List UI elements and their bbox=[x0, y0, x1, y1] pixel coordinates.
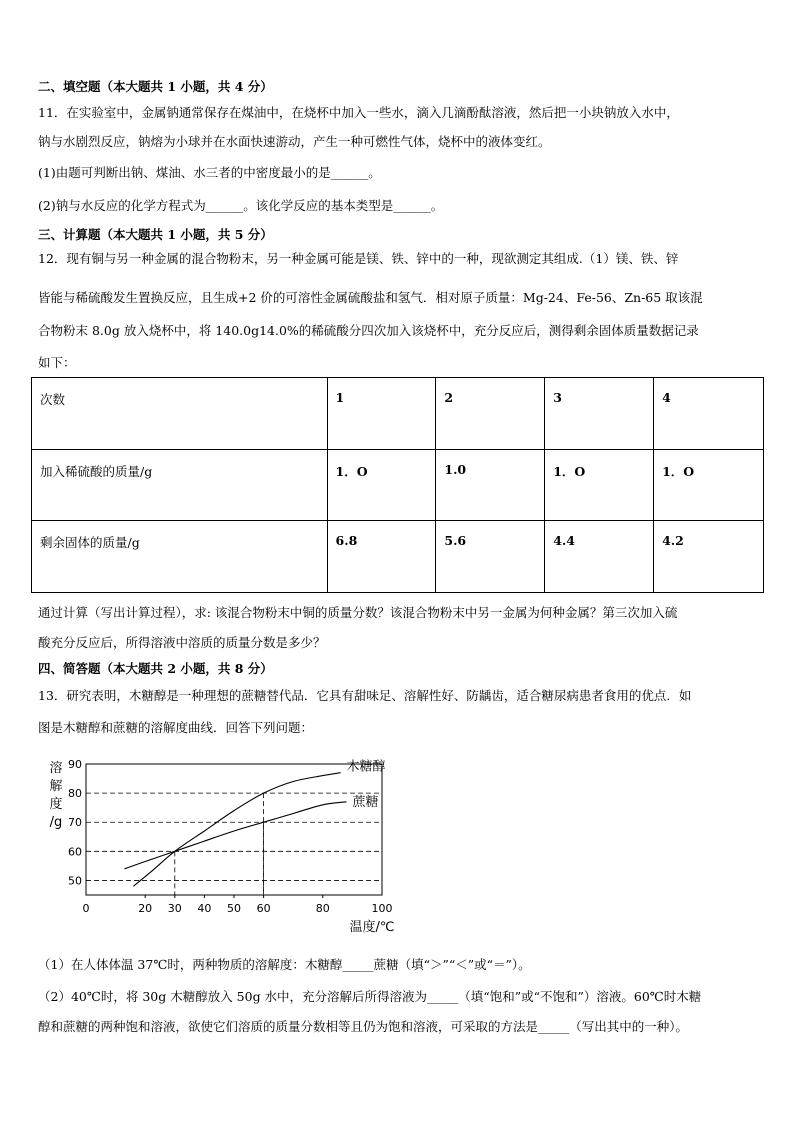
y-tick-label: 90 bbox=[68, 758, 82, 771]
q13-part2-line1: （2）40℃时，将 30g 木糖醇放入 50g 水中，充分溶解后所得溶液为_____（填“饱和”或“不饱和”）溶液。60℃时木糖 bbox=[38, 989, 702, 1004]
table-cell: 4.2 bbox=[654, 521, 764, 593]
table-cell: 剩余固体的质量/g bbox=[32, 521, 328, 593]
y-tick-label: 60 bbox=[68, 845, 82, 859]
x-tick-label: 20 bbox=[138, 902, 153, 915]
q11-part1: (1)由题可判断出钠、煤油、水三者的中密度最小的是______。 bbox=[38, 165, 381, 180]
x-tick-label: 30 bbox=[167, 902, 182, 915]
table-cell: 5.6 bbox=[436, 521, 545, 593]
x-tick-label: 0 bbox=[82, 902, 90, 915]
table-cell: 2 bbox=[436, 378, 545, 450]
chart-labels bbox=[49, 758, 394, 935]
series-label: 木糖醇 bbox=[346, 759, 386, 775]
table-cell: 1．O bbox=[545, 449, 654, 521]
table-row bbox=[32, 449, 764, 521]
chart-guides bbox=[86, 793, 382, 895]
x-tick-label: 60 bbox=[256, 902, 271, 915]
table-cell: 1 bbox=[327, 378, 436, 450]
table-cell: 1．O bbox=[654, 449, 764, 521]
q12-line4: 如下： bbox=[38, 355, 76, 370]
q13-part1: （1）在人体体温 37℃时，两种物质的溶解度：木糖醇_____蔗糖（填“＞”“＜”或“＝”）。 bbox=[38, 957, 531, 972]
q12-after-line2: 酸充分反应后，所得溶液中溶质的质量分数是多少？ bbox=[38, 635, 326, 650]
solubility-chart bbox=[40, 758, 410, 938]
q12-line2: 皆能与稀硫酸发生置换反应，且生成+2 价的可溶性金属硫酸盐和氢气．相对原子质量：Mg-24、Fe-56、Zn-65 取该混 bbox=[38, 290, 703, 305]
q12-line3: 合物粉末 8.0g 放入烧杯中，将 140.0g14.0%的稀硫酸分四次加入该烧杯中，充分反应后，测得剩余固体质量数据记录 bbox=[38, 323, 699, 338]
results-table bbox=[31, 377, 764, 593]
y-axis-label: /g bbox=[49, 815, 63, 830]
x-axis-label: 温度/℃ bbox=[349, 920, 395, 935]
chart-series bbox=[125, 773, 347, 887]
y-axis-label: 度 bbox=[49, 797, 63, 812]
table-cell: 加入稀硫酸的质量/g bbox=[32, 449, 328, 521]
table-row bbox=[32, 521, 764, 593]
table-cell: 6.8 bbox=[327, 521, 436, 593]
y-tick-label: 70 bbox=[68, 816, 82, 830]
q11-line2: 钠与水剧烈反应，钠熔为小球并在水面快速游动，产生一种可燃性气体，烧杯中的液体变红。 bbox=[38, 134, 551, 149]
table-cell: 4.4 bbox=[545, 521, 654, 593]
x-tick-label: 100 bbox=[371, 902, 393, 915]
q13-part2-line2: 醇和蔗糖的两种饱和溶液，欲使它们溶质的质量分数相等且仍为饱和溶液，可采取的方法是_____（写出其中的一种）。 bbox=[38, 1019, 689, 1034]
y-axis-label: 解 bbox=[49, 779, 63, 794]
section2-heading: 二、填空题（本大题共 1 小题，共 4 分） bbox=[38, 79, 273, 94]
section4-heading: 四、简答题（本大题共 2 小题，共 8 分） bbox=[38, 661, 273, 676]
q12-line1: 12．现有铜与另一种金属的混合物粉末，另一种金属可能是镁、铁、锌中的一种，现欲测定其组成.（1）镁、铁、锌 bbox=[38, 251, 679, 266]
table-cell: 次数 bbox=[32, 378, 328, 450]
x-tick-label: 80 bbox=[315, 902, 330, 915]
table-header-row bbox=[32, 378, 764, 450]
q12-after-line1: 通过计算（写出计算过程），求: 该混合物粉末中铜的质量分数？该混合物粉末中另一金属为何种金属？第三次加入硫 bbox=[38, 605, 678, 620]
q13-line1: 13．研究表明，木糖醇是一种理想的蔗糖替代品．它具有甜味足、溶解性好、防龋齿，适合糖尿病患者食用的优点．如 bbox=[38, 688, 692, 703]
q13-line2: 图是木糖醇和蔗糖的溶解度曲线．回答下列问题： bbox=[38, 720, 314, 735]
series-label: 蔗糖 bbox=[352, 794, 379, 810]
plot-frame bbox=[86, 764, 382, 895]
q11-line1: 11．在实验室中，金属钠通常保存在煤油中，在烧杯中加入一些水，滴入几滴酚酞溶液，然后把一小块钠放入水中， bbox=[38, 105, 679, 120]
section3-heading: 三、计算题（本大题共 1 小题，共 5 分） bbox=[38, 227, 273, 242]
y-tick-label: 50 bbox=[68, 874, 82, 888]
y-tick-label: 80 bbox=[68, 787, 82, 801]
table-cell: 4 bbox=[654, 378, 764, 450]
table-cell: 1．O bbox=[327, 449, 436, 521]
series-line-sucrose bbox=[125, 802, 347, 869]
x-tick-label: 40 bbox=[197, 902, 212, 915]
q11-part2: (2)钠与水反应的化学方程式为______。该化学反应的基本类型是______。 bbox=[38, 198, 444, 213]
table-cell: 3 bbox=[545, 378, 654, 450]
x-tick-label: 50 bbox=[227, 902, 241, 915]
table-cell: 1.0 bbox=[436, 449, 545, 521]
y-axis-label: 溶 bbox=[49, 761, 63, 776]
